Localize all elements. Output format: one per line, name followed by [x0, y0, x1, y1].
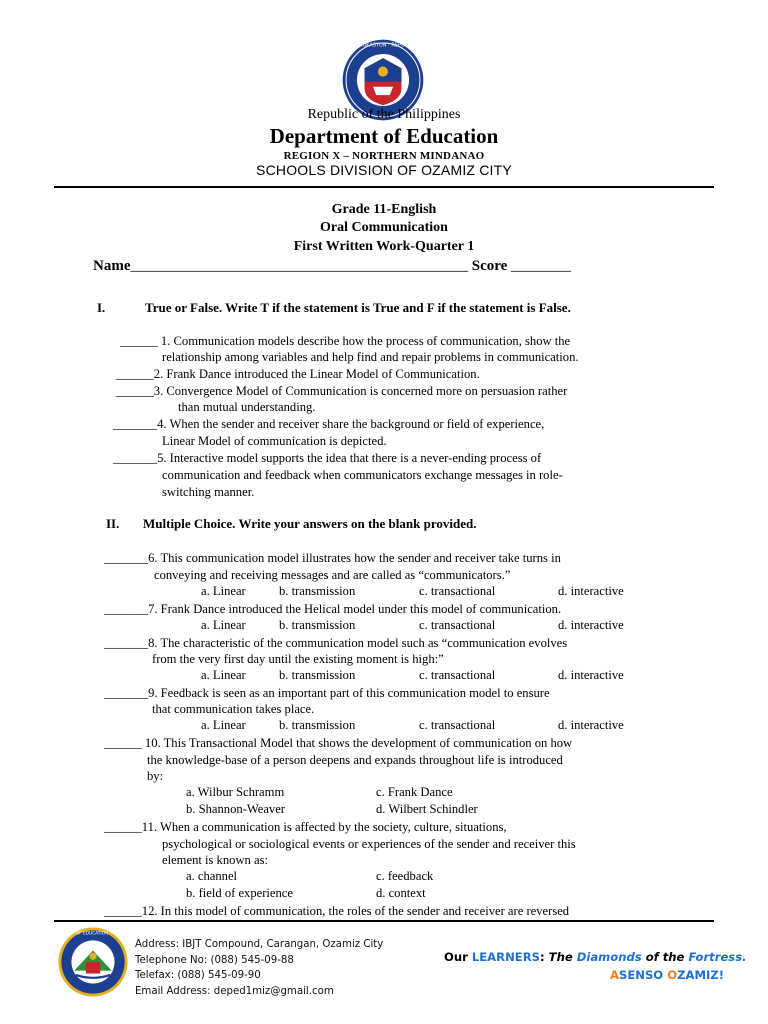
question-4-line-1: _______4. When the sender and receiver share the background or field of experience,: [113, 417, 545, 431]
division-seal-logo: [45, 926, 141, 998]
question-9-choices: [0, 718, 768, 734]
tagline: [444, 950, 747, 964]
choice-a: a. Linear: [201, 584, 246, 598]
choice-d: d. Wilbert Schindler: [376, 802, 478, 816]
question-8-choices: [0, 668, 768, 684]
tagline-diamonds: Diamonds: [576, 950, 642, 964]
division-label: SCHOOLS DIVISION OF OZAMIZ CITY: [256, 162, 512, 178]
telefax-text: Telefax: (088) 545-09-90: [135, 970, 261, 981]
address-text: Address: IBJT Compound, Carangan, Ozamiz City: [135, 939, 384, 950]
choice-c: c. feedback: [376, 869, 434, 883]
question-11-choices-row-2: [0, 886, 768, 902]
written-work-title: First Written Work-Quarter 1: [293, 239, 475, 254]
choice-a: a. Wilbur Schramm: [186, 785, 285, 799]
question-1-line-1: ______ 1. Communication models describe how the process of communication, show the: [120, 334, 571, 348]
section-1-instruction: True or False. Write T if the statement is True and F if the statement is False.: [145, 300, 571, 315]
question-11-line-3: element is known as:: [162, 853, 268, 867]
score-blank[interactable]: ________: [511, 258, 572, 274]
choice-b: b. transmission: [279, 618, 356, 632]
question-10-line-3: by:: [147, 769, 164, 783]
grade-title: Grade 11-English: [331, 202, 437, 217]
name-label: Name: [93, 258, 131, 274]
tagline-fortress: Fortress.: [688, 950, 747, 964]
choice-c: c. transactional: [419, 668, 496, 682]
asenso-rest: SENSO: [618, 968, 664, 982]
question-10-choices-row-2: [0, 802, 768, 818]
seal-lettering: KAGAWARAN NG EDUKASYON · REPUBLIKA NG PILIPINAS: [312, 42, 454, 49]
question-9-line-2: that communication takes place.: [152, 702, 315, 716]
email-text: Email Address: deped1miz@gmail.com: [135, 985, 334, 997]
question-8-line-1: _______8. The characteristic of the communication model such as “communication evolves: [104, 636, 568, 650]
telephone-text: Telephone No: (088) 545-09-88: [135, 954, 294, 966]
question-7-choices: [0, 618, 768, 634]
choice-a: a. Linear: [201, 718, 246, 732]
asenso-initial: A: [610, 968, 619, 982]
question-6-line-2: conveying and receiving messages and are called as “communicators.”: [154, 568, 511, 582]
department-title: Department of Education: [269, 124, 499, 148]
ozamiz-rest: ZAMIZ!: [677, 968, 725, 982]
name-blank[interactable]: _____________________________________________: [130, 258, 468, 274]
section-2-heading: [106, 516, 476, 532]
seal-lettering: DEPARTMENT OF EDUCATION · OZAMIZ CITY: [45, 931, 141, 937]
question-5-line-2: communication and feedback when communicators exchange messages in role-: [162, 468, 563, 482]
section-1-number: I.: [97, 300, 106, 315]
question-11-line-1: ______11. When a communication is affected by the society, culture, situations,: [104, 820, 507, 834]
section-2-number: II.: [106, 516, 120, 531]
tagline-the: The: [548, 950, 573, 964]
choice-b: b. field of experience: [186, 886, 293, 900]
score-label: Score: [471, 258, 508, 274]
question-5-line-1: _______5. Interactive model supports the idea that there is a never-ending process of: [113, 451, 542, 465]
choice-a: a. channel: [186, 869, 238, 883]
question-1-line-2: relationship among variables and help find and repair problems in communication.: [162, 350, 579, 364]
tagline-colon: :: [539, 950, 545, 964]
name-score-row: [93, 258, 571, 275]
choice-a: a. Linear: [201, 668, 246, 682]
choice-c: c. transactional: [419, 618, 496, 632]
region-label: REGION X – NORTHERN MINDANAO: [283, 150, 485, 162]
tagline-learners: LEARNERS: [471, 950, 540, 964]
section-2-instruction: Multiple Choice. Write your answers on the blank provided.: [143, 516, 477, 531]
choice-c: c. transactional: [419, 718, 496, 732]
question-9-line-1: _______9. Feedback is seen as an important part of this communication model to ensure: [104, 686, 550, 700]
choice-d: d. context: [376, 886, 426, 900]
ozamiz-initial: O: [667, 968, 678, 982]
tagline-of-the: of the: [645, 950, 685, 964]
tagline-our: Our: [444, 950, 468, 964]
question-7: _______7. Frank Dance introduced the Helical model under this model of communication.: [104, 602, 562, 616]
footer-divider: [54, 920, 714, 922]
question-5-line-3: switching manner.: [162, 485, 255, 499]
asenso-ozamiz-slogan: [610, 968, 724, 982]
question-3-line-2: than mutual understanding.: [178, 400, 316, 414]
choice-b: b. transmission: [279, 668, 356, 682]
subject-title: Oral Communication: [320, 220, 448, 235]
choice-b: b. Shannon-Weaver: [186, 802, 286, 816]
question-10-line-2: the knowledge-base of a person deepens and expands throughout life is introduced: [147, 753, 563, 767]
choice-d: d. interactive: [558, 584, 624, 598]
question-8-line-2: from the very first day until the existing moment is high:”: [152, 652, 444, 666]
question-6-line-1: _______6. This communication model illustrates how the sender and receiver take turns in: [104, 551, 561, 565]
question-2: ______2. Frank Dance introduced the Linear Model of Communication.: [116, 367, 480, 381]
republic-label: Republic of the Philippines: [307, 107, 461, 122]
choice-c: c. Frank Dance: [376, 785, 453, 799]
choice-b: b. transmission: [279, 718, 356, 732]
contact-block: [135, 937, 383, 999]
question-10-choices-row-1: [0, 785, 768, 801]
choice-b: b. transmission: [279, 584, 356, 598]
question-10-line-1: ______ 10. This Transactional Model that shows the development of communication on how: [104, 736, 573, 750]
choice-d: d. interactive: [558, 668, 624, 682]
choice-d: d. interactive: [558, 718, 624, 732]
question-11-choices-row-1: [0, 869, 768, 885]
question-12-line-1: ______12. In this model of communication, the roles of the sender and receiver are reversed: [104, 904, 570, 918]
header-divider: [54, 186, 714, 188]
choice-d: d. interactive: [558, 618, 624, 632]
choice-c: c. transactional: [419, 584, 496, 598]
choice-a: a. Linear: [201, 618, 246, 632]
section-1-heading: [97, 300, 571, 316]
question-4-line-2: Linear Model of communication is depicted.: [162, 434, 387, 448]
question-3-line-1: ______3. Convergence Model of Communication is concerned more on persuasion rather: [116, 384, 568, 398]
question-6-choices: [0, 584, 768, 600]
question-11-line-2: psychological or sociological events or experiences of the sender and receiver this: [162, 837, 576, 851]
